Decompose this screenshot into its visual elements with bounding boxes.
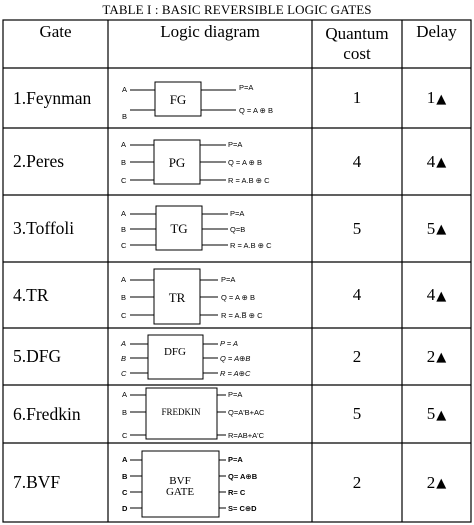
diagram-block-label: BVF [169, 475, 191, 487]
output-label: Q = A ⊕ B [239, 106, 274, 115]
delay-value: 5 [426, 218, 436, 238]
header-quantum-cost-line2: cost [343, 44, 371, 63]
delay-value: 2 [426, 472, 436, 492]
row-toffoli-quantum-cost: 5 [352, 218, 362, 238]
diagram-block-label: PG [168, 155, 186, 170]
input-label: A [122, 390, 128, 399]
row-fredkin-gate: 6.Fredkin [13, 403, 81, 424]
header-quantum-cost-line1: Quantum [325, 24, 389, 43]
delay-value: 1 [426, 88, 436, 107]
row-toffoli-delay [402, 195, 471, 262]
header-quantum-cost [312, 22, 402, 66]
output-label: P=A [230, 209, 245, 218]
delay-value: 4 [426, 285, 436, 304]
row-fredkin-delay [402, 385, 471, 443]
output-label: Q=B [230, 225, 246, 234]
row-fredkin-quantum-cost: 5 [352, 404, 362, 423]
input-label: A [122, 85, 128, 94]
row-tr-delay [402, 262, 471, 328]
input-label: C [122, 431, 128, 440]
row-dfg-quantum-cost: 2 [352, 346, 362, 366]
diagram-block-label: FG [169, 92, 187, 107]
output-label: R = A.B ⊕ C [228, 176, 270, 185]
diagram-toffoli [108, 195, 312, 262]
output-label: R = A.B̅ ⊕ C [221, 311, 263, 320]
input-label: B [121, 354, 127, 363]
delta-icon: ▲ [436, 222, 447, 237]
header-gate [3, 20, 108, 44]
input-label: C [121, 311, 127, 320]
header-logic-diagram [108, 20, 312, 44]
diagram-peres [108, 128, 312, 195]
input-label: B [122, 112, 128, 121]
row-tr-gate: 4.TR [13, 284, 49, 305]
delay-value: 2 [426, 346, 436, 366]
input-label: D [122, 504, 128, 513]
output-label: Q = A ⊕ B [228, 158, 263, 167]
row-bvf-quantum-cost: 2 [352, 472, 362, 492]
output-label: P = A [220, 339, 238, 348]
output-label: R = A.B ⊕ C [230, 241, 272, 250]
input-label: A [122, 455, 128, 464]
delay-value: 4 [426, 151, 436, 171]
output-label: P=A [221, 275, 236, 284]
row-peres-gate: 2.Peres [13, 151, 65, 171]
output-label: R=AB+A'C [228, 431, 265, 440]
row-peres-delay [402, 128, 471, 195]
header-logic-diagram-label: Logic diagram [160, 22, 260, 41]
diagram-fredkin [108, 385, 312, 443]
row-dfg-delay [402, 328, 471, 385]
output-label: P=A [228, 455, 243, 464]
table-caption: TABLE I : BASIC REVERSIBLE LOGIC GATES [102, 2, 372, 17]
delay-value: 5 [426, 404, 436, 423]
output-label: P=A [228, 390, 243, 399]
delta-icon: ▲ [436, 288, 447, 304]
input-label: C [121, 369, 127, 378]
row-feynman-delay [402, 68, 471, 128]
input-label: A [121, 209, 127, 218]
input-label: C [121, 241, 127, 250]
row-feynman-gate: 1.Feynman [13, 87, 92, 108]
row-toffoli-gate: 3.Toffoli [13, 218, 75, 238]
output-label: R= C [228, 488, 246, 497]
output-label: R = A⊕C [220, 369, 251, 378]
input-label: B [121, 158, 127, 167]
header-delay-label: Delay [416, 22, 457, 41]
diagram-block-label: TR [168, 290, 186, 305]
diagram-block-label: TG [170, 221, 188, 236]
diagram-block-label: GATE [165, 486, 195, 498]
diagram-feynman [108, 68, 312, 128]
output-label: Q = A ⊕ B [221, 293, 256, 302]
input-label: B [122, 408, 128, 417]
delta-icon: ▲ [436, 91, 447, 107]
output-label: P=A [228, 140, 243, 149]
output-label: Q= A⊕B [228, 472, 258, 481]
diagram-bvf [108, 443, 312, 522]
output-label: Q = A⊕B [220, 354, 251, 363]
input-label: B [122, 472, 128, 481]
header-delay [402, 20, 471, 44]
diagram-dfg [108, 328, 312, 385]
row-tr-quantum-cost: 4 [352, 285, 362, 304]
row-feynman-quantum-cost: 1 [352, 88, 362, 107]
input-label: B [121, 225, 127, 234]
row-bvf-gate: 7.BVF [13, 472, 61, 492]
diagram-block-label: FREDKIN [161, 407, 201, 417]
input-label: A [121, 140, 127, 149]
row-peres-quantum-cost: 4 [352, 151, 362, 171]
input-label: B [121, 293, 127, 302]
input-label: C [121, 176, 127, 185]
row-dfg-gate: 5.DFG [13, 346, 62, 366]
delta-icon: ▲ [436, 350, 447, 365]
output-label: S= C⊕D [228, 504, 257, 513]
input-label: A [121, 339, 127, 348]
output-label: P=A [239, 83, 254, 92]
output-label: Q=A'B+AC [228, 408, 265, 417]
diagram-block-label: DFG [163, 346, 187, 358]
input-label: A [121, 275, 127, 284]
header-gate-label: Gate [39, 22, 72, 41]
delta-icon: ▲ [436, 155, 447, 170]
row-bvf-delay [402, 443, 471, 522]
delta-icon: ▲ [436, 407, 447, 423]
delta-icon: ▲ [436, 476, 447, 491]
input-label: C [122, 488, 128, 497]
diagram-tr [108, 262, 312, 328]
